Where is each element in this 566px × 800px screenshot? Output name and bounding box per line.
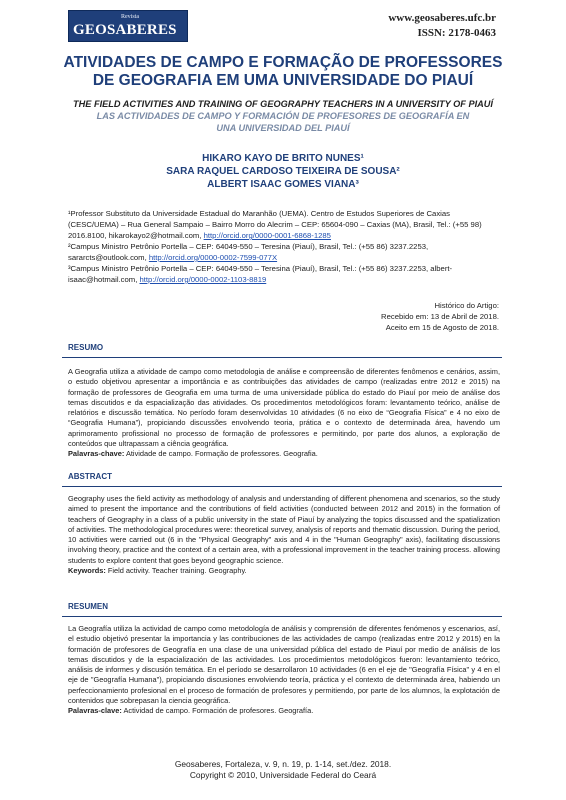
abstract-body: Geography uses the field activity as methodology of analysis and understanding of different phenomena and scenarios, so the study aimed to present the importance and the contributions of field activities (conducted between 2012 and 2015) in the formation of teachers of Geography in a class of a public university in the state of Piauí by analyzing the topics discussed and the spatialization of activities. The methodological procedures were: theoretical survey, analysis of reports and thematic discussion. During the period, 10 activities were carried out (6 in the "Physical Geography" axis and 4 in the "Human Geography" axis), facilitating discussions involving theory, practice and the context of a certain area, with a professional improvement in the teacher training process. allowing students to explore content that goes beyond geographic science. (68, 494, 500, 565)
footer-citation: Geosaberes, Fortaleza, v. 9, n. 19, p. 1-14, set./dez. 2018. (174, 759, 392, 769)
abstract-heading: ABSTRACT (68, 472, 112, 481)
header-info (388, 11, 496, 41)
affiliation-1 (68, 208, 498, 241)
history-accepted: Aceito em 15 de Agosto de 2018. (385, 323, 499, 332)
title-es: LAS ACTIVIDADES DE CAMPO Y FORMACIÓN DE PROFESORES DE GEOGRAFÍA EN UNA UNIVERSIDAD DEL PIAUÍ (96, 111, 470, 133)
resumo-keywords: Atividade de campo. Formação de professores. Geografia. (124, 449, 318, 459)
resumo-keywords-label: Palavras-chave: (68, 449, 125, 459)
resumen-keywords-label: Palavras-clave: (68, 706, 122, 716)
resumen-divider (62, 616, 502, 617)
resumo-divider (62, 357, 502, 358)
article-history (381, 300, 499, 333)
abstract-section (68, 494, 500, 576)
resumen-section (68, 624, 500, 717)
author-2: SARA RAQUEL CARDOSO TEIXEIRA DE SOUSA² (166, 166, 400, 177)
issn-text: ISSN: 2178-0463 (417, 27, 496, 39)
orcid-link-3[interactable]: http://orcid.org/0000-0002-1103-8819 (139, 275, 267, 284)
affiliations (68, 208, 498, 285)
resumo-body: A Geografia utiliza a atividade de campo como metodologia de análise e compreensão de diferentes fenômenos e cenários, assim, o estudo objetivou apresentar a importância e as contribuições das atividades de campo (realizadas entre 2012 e 2015) na formação de professores de Geografia em uma turma de uma universidade pública do estado do Piauí por meio de análise dos temas discutidos e da espacialização das atividades. Os procedimentos metodológicos foram: levantamento teórico, análise de relatórios e discussão temática. No período foram desenvolvidas 10 atividades (6 no eixo de “Geografia Física” e 4 no eixo de “Geografia Humana”), propiciando discussões envolvendo teoria, prática e o contexto de determinada área, havendo um aprimoramento profissional no processo de formação de professores e permitindo, por parte dos alunos, a exploração de conteúdos que ultrapassam a ciência geográfica. (68, 367, 500, 449)
affiliation-1-text: ¹Professor Substituto da Universidade Estadual do Maranhão (UEMA). Centro de Estudos Superiores de Caxias (CESC/UEMA) – Rua General Sampaio – Bairro Morro do Alecrim – CEP: 65604-090 – Caxias (MA), Brasil, Tel.: (+55 98) 2016.8100, hikarokayo2@hotmail.com, (68, 209, 482, 240)
affiliation-2 (68, 241, 498, 263)
website-link[interactable]: www.geosaberes.ufc.br (388, 12, 496, 24)
author-1: HIKARO KAYO DE BRITO NUNES¹ (202, 153, 364, 164)
resumen-heading: RESUMEN (68, 602, 109, 611)
abstract-keywords-label: Keywords: (68, 566, 106, 576)
abstract-divider (62, 486, 502, 487)
affiliation-3-text: ³Campus Ministro Petrônio Portella – CEP: 64049-550 – Teresina (Piauí), Brasil, Tel.: (+55 86) 3237.2253, albert-isaac@hotmail.com, (68, 264, 453, 284)
history-received: Recebido em: 13 de Abril de 2018. (381, 312, 499, 321)
abstract-keywords: Field activity. Teacher training. Geography. (105, 566, 247, 576)
resumen-body: La Geografía utiliza la actividad de campo como metodología de análisis y comprensión de diferentes fenómenos y escenarios, así, el estudio objetivó presentar la importancia y las contribuciones de las actividades de campo (realizadas entre 2012 y 2015) en la formación de profesores de Geografía en una clase de una universidad pública del estado de Piauí por medio de análisis de los temas discutidos y de la espacialización de las actividades. Los procedimientos metodológicos fueron: levantamiento teórico, análisis de informes y discusión temática. En el período se desarrollaron 10 actividades (6 en el eje de "Geografía Física" y 4 en el eje de "Geografía Humana"), propiciando discusiones envolviendo teoría, práctica y el contexto de determinada área, habiendo un perfeccionamiento profesional en el proceso de formación de profesores y permitiendo, por parte de los alumnos, la explotación de contenidos que sobrepasan la ciencia geográfica. (68, 624, 500, 706)
orcid-link-2[interactable]: http://orcid.org/0000-0002-7599-077X (148, 253, 278, 262)
journal-logo (68, 10, 188, 42)
title-pt: ATIVIDADES DE CAMPO E FORMAÇÃO DE PROFESSORES DE GEOGRAFIA EM UMA UNIVERSIDADE DO PIAUÍ (63, 54, 503, 89)
resumen-keywords: Actividad de campo. Formación de profesores. Geografía. (121, 706, 314, 716)
page-footer (0, 759, 566, 781)
footer-copyright: Copyright © 2010, Universidade Federal do Ceará (189, 770, 377, 780)
orcid-link-1[interactable]: http://orcid.org/0000-0001-6868-1285 (203, 231, 331, 240)
author-list (60, 152, 506, 191)
affiliation-3 (68, 263, 498, 285)
logo-big-text: GEOSABERES (73, 22, 177, 38)
logo-small-text: Revista (121, 14, 139, 20)
history-label: Histórico do Artigo: (434, 301, 499, 310)
author-3: ALBERT ISAAC GOMES VIANA³ (207, 179, 359, 190)
resumo-section (68, 367, 500, 460)
resumo-heading: RESUMO (68, 343, 104, 352)
title-en: THE FIELD ACTIVITIES AND TRAINING OF GEOGRAPHY TEACHERS IN A UNIVERSITY OF PIAUÍ (73, 99, 493, 109)
affiliation-2-text: ²Campus Ministro Petrônio Portella – CEP: 64049-550 – Teresina (Piauí), Brasil, Tel.: (+55 86) 3237.2253, sararcts@outlook.com, (68, 242, 429, 262)
